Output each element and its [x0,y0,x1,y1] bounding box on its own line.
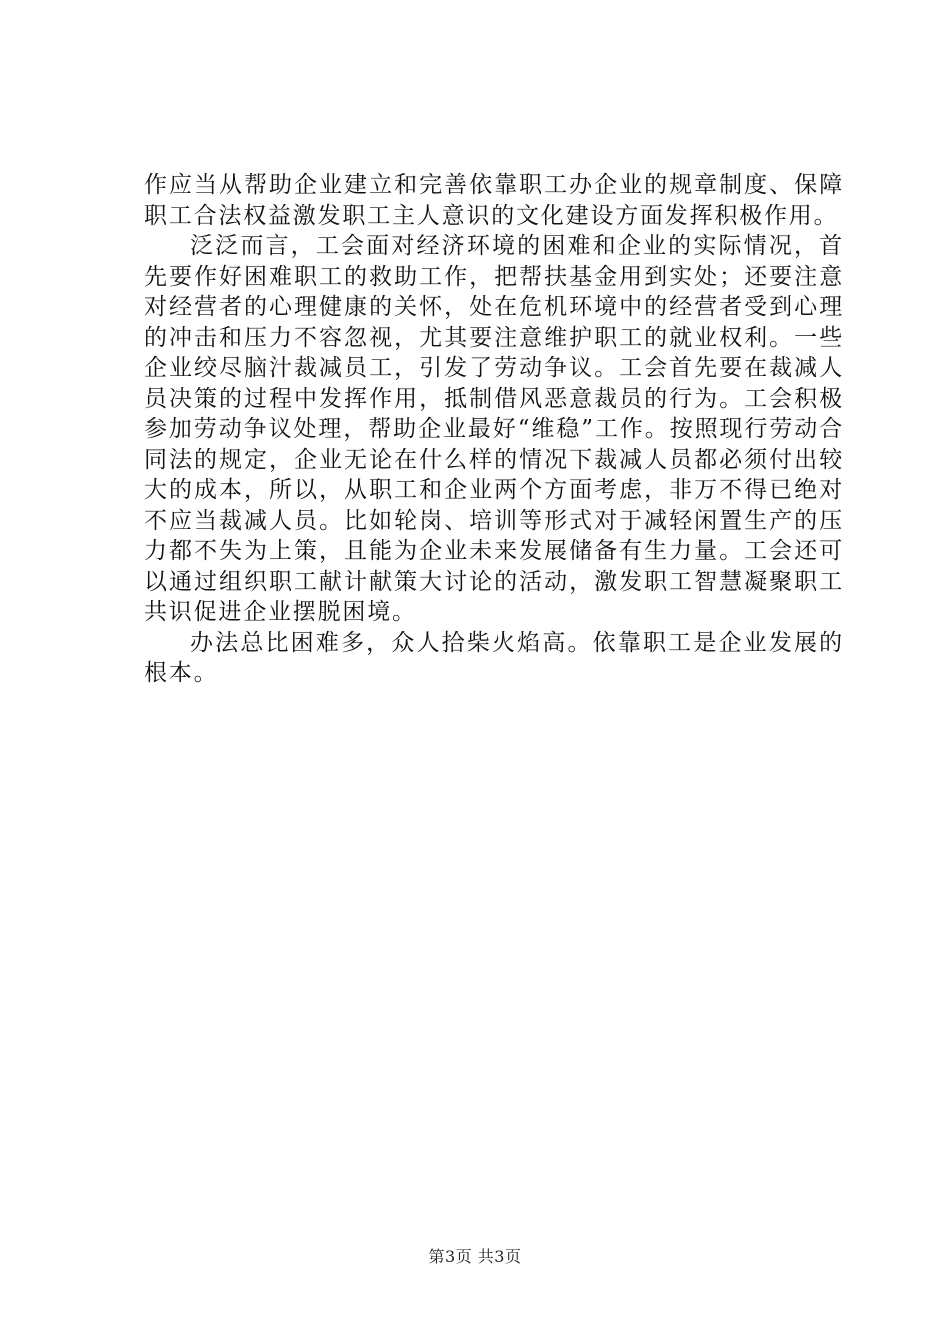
paragraph-conclusion: 办法总比困难多，众人拾柴火焰高。依靠职工是企业发展的根本。 [144,629,844,686]
document-body [144,170,844,689]
paragraph-continuation: 作应当从帮助企业建立和完善依靠职工办企业的规章制度、保障职工合法权益激发职工主人意识的文化建设方面发挥积极作用。 [144,172,844,229]
page-footer: 第3页 共3页 [428,1247,522,1266]
paragraph-union-measures: 泛泛而言，工会面对经济环境的困难和企业的实际情况，首先要作好困难职工的救助工作，把帮扶基金用到实处；还要注意对经营者的心理健康的关怀，处在危机环境中的经营者受到心理的冲击和压力不容忽视，尤其要注意维护职工的就业权利。一些企业绞尽脑汁裁减员工，引发了劳动争议。工会首先要在裁减人员决策的过程中发挥作用，抵制借风恶意裁员的行为。工会积极参加劳动争议处理，帮助企业最好“维稳”工作。按照现行劳动合同法的规定，企业无论在什么样的情况下裁减人员都必须付出较大的成本，所以，从职工和企业两个方面考虑，非万不得已绝对不应当裁减人员。比如轮岗、培训等形式对于减轻闲置生产的压力都不失为上策，且能为企业未来发展储备有生力量。工会还可以通过组织职工献计献策大讨论的活动，激发职工智慧凝聚职工共识促进企业摆脱困境。 [144,233,844,625]
